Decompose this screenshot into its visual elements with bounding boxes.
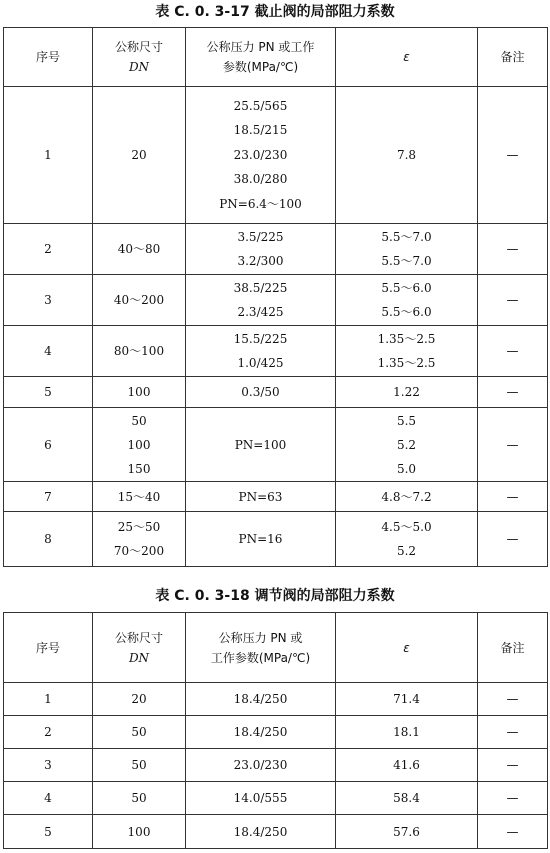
cell-pn-line: PN=100 <box>234 437 287 452</box>
globe-valve-resistance-table <box>3 27 548 567</box>
cell-dn: 100 <box>93 815 186 849</box>
cell-pn-line: PN=63 <box>238 489 283 504</box>
cell-epsilon-line: 7.8 <box>396 148 417 162</box>
cell-note: — <box>478 716 548 749</box>
cell-epsilon-line: 5.5～6.0 <box>381 305 432 319</box>
cell-epsilon <box>336 224 478 275</box>
cell-dn-line: 150 <box>127 461 151 476</box>
cell-no: 2 <box>4 716 93 749</box>
header-pn <box>186 28 336 87</box>
cell-epsilon <box>336 377 478 408</box>
cell-dn <box>93 482 186 512</box>
cell-dn-line: 40～80 <box>117 242 161 256</box>
cell-pn <box>186 512 336 567</box>
cell-pn-line: 38.0/280 <box>233 172 288 187</box>
header-dn-label: 公称尺寸 <box>114 630 163 645</box>
table-row <box>4 482 548 512</box>
cell-pn: 23.0/230 <box>186 749 336 782</box>
table-row <box>4 716 548 749</box>
cell-dn <box>93 275 186 326</box>
cell-no: 2 <box>4 224 93 275</box>
header-pn-label: 公称压力 PN 或 <box>218 630 303 645</box>
table-row <box>4 275 548 326</box>
cell-epsilon: 18.1 <box>336 716 478 749</box>
cell-pn-line: 3.5/225 <box>237 230 284 244</box>
cell-no: 7 <box>4 482 93 512</box>
cell-epsilon-line: 1.35～2.5 <box>377 356 436 370</box>
control-valve-resistance-table <box>3 612 548 849</box>
cell-pn-line: PN=6.4～100 <box>219 196 302 211</box>
table-row <box>4 782 548 815</box>
cell-no: 1 <box>4 87 93 224</box>
cell-dn <box>93 224 186 275</box>
cell-epsilon <box>336 87 478 224</box>
cell-epsilon: 57.6 <box>336 815 478 849</box>
header-dn <box>93 613 186 683</box>
cell-pn-line: 38.5/225 <box>233 281 288 295</box>
header-note: 备注 <box>478 613 548 683</box>
cell-dn-line: 100 <box>127 437 151 452</box>
cell-note: — <box>478 512 548 567</box>
cell-no: 4 <box>4 326 93 377</box>
header-no: 序号 <box>4 613 93 683</box>
table-row <box>4 512 548 567</box>
cell-pn <box>186 377 336 408</box>
cell-pn-line: 2.3/425 <box>237 305 284 319</box>
cell-dn-line: 15～40 <box>117 489 161 504</box>
cell-no: 5 <box>4 377 93 408</box>
cell-epsilon <box>336 482 478 512</box>
cell-note: — <box>478 683 548 716</box>
cell-pn-line: 25.5/565 <box>233 98 288 113</box>
cell-epsilon-line: 1.35～2.5 <box>377 332 436 346</box>
cell-pn-line: 0.3/50 <box>241 385 280 399</box>
cell-epsilon-line: 5.5～6.0 <box>381 281 432 295</box>
cell-dn <box>93 87 186 224</box>
cell-epsilon-line: 5.0 <box>396 461 417 476</box>
cell-pn: 18.4/250 <box>186 716 336 749</box>
table-row <box>4 326 548 377</box>
cell-pn <box>186 408 336 482</box>
cell-no: 3 <box>4 275 93 326</box>
cell-epsilon: 41.6 <box>336 749 478 782</box>
cell-pn-line: 1.0/425 <box>237 356 284 370</box>
cell-pn <box>186 482 336 512</box>
cell-no: 3 <box>4 749 93 782</box>
table-row <box>4 377 548 408</box>
cell-note: — <box>478 326 548 377</box>
cell-note: — <box>478 224 548 275</box>
cell-pn <box>186 87 336 224</box>
header-dn <box>93 28 186 87</box>
header-dn-symbol: DN <box>128 650 150 665</box>
cell-pn-line: 3.2/300 <box>237 254 284 268</box>
cell-note: — <box>478 377 548 408</box>
cell-dn-line: 40～200 <box>113 293 165 307</box>
cell-pn <box>186 326 336 377</box>
table-row <box>4 224 548 275</box>
cell-no: 1 <box>4 683 93 716</box>
cell-epsilon-line: 5.5～7.0 <box>381 230 432 244</box>
cell-dn: 50 <box>93 716 186 749</box>
header-pn-unit: 工作参数(MPa/℃) <box>210 650 311 665</box>
header-dn-symbol: DN <box>128 60 150 74</box>
cell-no: 8 <box>4 512 93 567</box>
cell-pn <box>186 275 336 326</box>
cell-dn <box>93 377 186 408</box>
table-row <box>4 749 548 782</box>
cell-note: — <box>478 815 548 849</box>
cell-dn-line: 70～200 <box>113 544 165 558</box>
cell-dn-line: 20 <box>131 148 147 162</box>
table-row <box>4 683 548 716</box>
cell-pn-line: 18.5/215 <box>233 123 288 138</box>
cell-note: — <box>478 749 548 782</box>
cell-note: — <box>478 275 548 326</box>
cell-pn <box>186 224 336 275</box>
cell-dn-line: 80～100 <box>113 344 165 358</box>
cell-pn-line: PN=16 <box>238 532 283 546</box>
cell-pn: 18.4/250 <box>186 683 336 716</box>
cell-dn <box>93 326 186 377</box>
cell-no: 4 <box>4 782 93 815</box>
cell-dn <box>93 408 186 482</box>
cell-note: — <box>478 782 548 815</box>
cell-epsilon <box>336 408 478 482</box>
cell-epsilon: 58.4 <box>336 782 478 815</box>
cell-no: 6 <box>4 408 93 482</box>
header-note: 备注 <box>478 28 548 87</box>
cell-epsilon <box>336 275 478 326</box>
header-pn-unit: 参数(MPa/℃) <box>222 60 299 74</box>
header-epsilon: ε <box>336 28 478 87</box>
table1-caption: 表 C. 0. 3-17 截止阀的局部阻力系数 <box>155 4 395 20</box>
cell-dn: 20 <box>93 683 186 716</box>
cell-pn: 18.4/250 <box>186 815 336 849</box>
header-pn <box>186 613 336 683</box>
cell-epsilon-line: 5.5 <box>396 413 417 428</box>
cell-epsilon-line: 5.2 <box>396 544 417 558</box>
cell-note: — <box>478 482 548 512</box>
cell-dn: 50 <box>93 782 186 815</box>
cell-dn-line: 100 <box>127 385 151 399</box>
cell-dn-line: 25～50 <box>117 520 161 534</box>
table-row <box>4 408 548 482</box>
header-no: 序号 <box>4 28 93 87</box>
table-row <box>4 815 548 849</box>
table-row <box>4 87 548 224</box>
cell-epsilon-line: 4.8～7.2 <box>381 489 432 504</box>
cell-epsilon-line: 5.2 <box>396 437 417 452</box>
cell-pn-line: 15.5/225 <box>233 332 288 346</box>
cell-epsilon-line: 1.22 <box>393 385 420 399</box>
cell-pn: 14.0/555 <box>186 782 336 815</box>
cell-epsilon: 71.4 <box>336 683 478 716</box>
table2-caption: 表 C. 0. 3-18 调节阀的局部阻力系数 <box>155 588 395 604</box>
cell-epsilon-line: 5.5～7.0 <box>381 254 432 268</box>
cell-dn-line: 50 <box>131 413 147 428</box>
cell-dn: 50 <box>93 749 186 782</box>
cell-no: 5 <box>4 815 93 849</box>
cell-note: — <box>478 408 548 482</box>
cell-note: — <box>478 87 548 224</box>
cell-epsilon <box>336 326 478 377</box>
header-epsilon: ε <box>336 613 478 683</box>
cell-epsilon-line: 4.5～5.0 <box>381 520 432 534</box>
cell-pn-line: 23.0/230 <box>233 147 288 162</box>
cell-epsilon <box>336 512 478 567</box>
cell-dn <box>93 512 186 567</box>
header-dn-label: 公称尺寸 <box>114 40 163 54</box>
header-pn-label: 公称压力 PN 或工作 <box>206 40 315 54</box>
